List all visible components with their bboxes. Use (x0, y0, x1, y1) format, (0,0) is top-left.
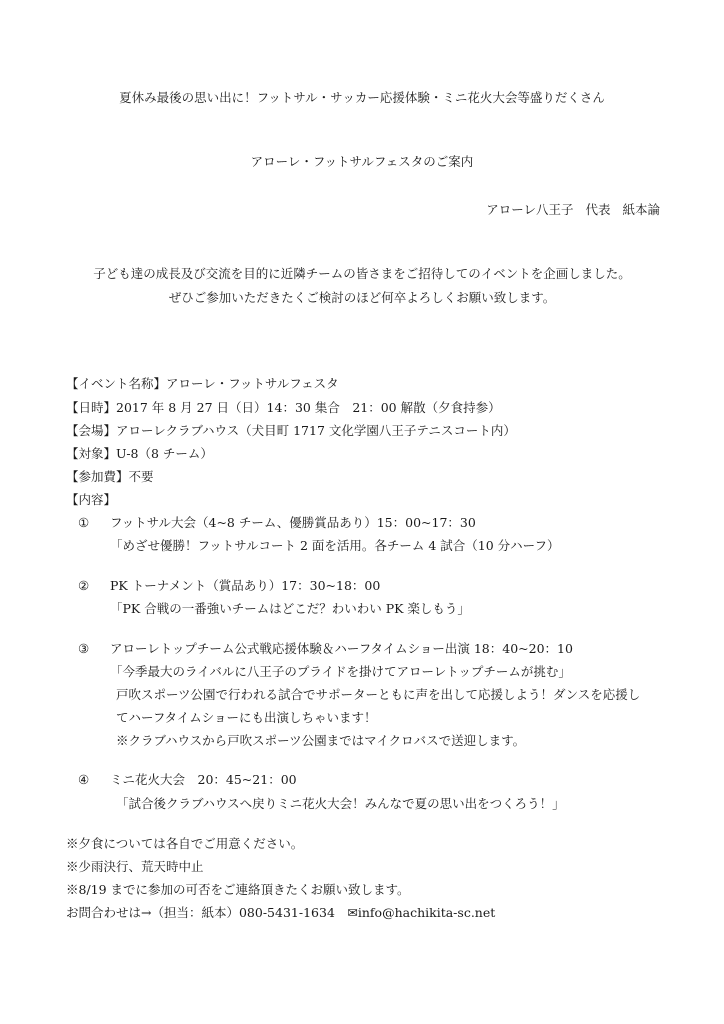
event-fee: 【参加費】不要 (66, 469, 154, 484)
note-weather: ※少雨決行、荒天時中止 (66, 859, 204, 874)
intro-line-1: 子ども達の成長及び交流を目的に近隣チームの皆さまをご招待してのイベントを企画しました。 (93, 266, 631, 281)
page-title: アローレ・フットサルフェスタのご案内 (250, 154, 474, 169)
event-target: 【対象】U-8（8 チーム） (66, 446, 213, 461)
item-description: 「PK 合戦の一番強いチームはどこだ？わいわい PK 楽しもう」 (110, 601, 470, 616)
item-title: ミニ花火大会 20：45~21：00 (110, 772, 297, 787)
program-item-4 (78, 772, 297, 788)
item-description: てハーフタイムショーにも出演しちゃいます！ (116, 710, 377, 725)
item-number: ② (78, 578, 90, 593)
note-rsvp: ※8/19 までに参加の可否をご連絡頂きたくお願い致します。 (66, 882, 410, 897)
content-heading: 【内容】 (66, 492, 117, 507)
organizer-signature (486, 202, 660, 218)
event-datetime: 【日時】2017 年 8 月 27 日（日）14：30 集合 21：00 解散（夕食持参） (66, 400, 501, 415)
item-number: ① (78, 515, 90, 530)
item-number: ③ (78, 641, 90, 656)
program-item-3 (78, 641, 573, 657)
item-note: ※クラブハウスから戸吹スポーツ公園まではマイクロバスで送迎します。 (116, 733, 526, 748)
note-dinner: ※夕食については各自でご用意ください。 (66, 836, 304, 851)
item-title: フットサル大会（4~8 チーム、優勝賞品あり）15：00~17：30 (110, 515, 476, 530)
item-description: 「試合後クラブハウスへ戻りミニ花火大会！みんなで夏の思い出をつくろう！」 (116, 796, 565, 811)
intro-line-2: ぜひご参加いただきたくご検討のほど何卒よろしくお願い致します。 (168, 290, 556, 305)
contact-info: お問合わせは→（担当：紙本）080-5431-1634 ✉info@hachikita-sc.net (66, 905, 496, 920)
event-venue: 【会場】アローレクラブハウス（犬目町 1717 文化学園八王子テニスコート内） (66, 423, 516, 438)
item-description: 「めざせ優勝！フットサルコート 2 面を活用。各チーム 4 試合（10 分ハーフ） (110, 538, 560, 553)
event-name: 【イベント名称】アローレ・フットサルフェスタ (66, 376, 339, 391)
item-number: ④ (78, 772, 90, 787)
organization-name: アローレ八王子 (486, 202, 574, 217)
representative-name: 紙本論 (622, 202, 660, 217)
program-item-1 (78, 515, 476, 531)
item-description: 戸吹スポーツ公園で行われる試合でサポーターともに声を出して応援しよう！ダンスを応援し (116, 687, 641, 702)
item-description: 「今季最大のライバルに八王子のプライドを掛けてアローレトップチームが挑む」 (110, 664, 571, 679)
representative-role: 代表 (585, 202, 611, 217)
program-item-2 (78, 578, 380, 594)
item-title: アローレトップチーム公式戦応援体験＆ハーフタイムショー出演 18：40~20：10 (110, 641, 573, 656)
headline: 夏休み最後の思い出に！フットサル・サッカー応援体験・ミニ花火大会等盛りだくさん (119, 90, 605, 105)
item-title: PK トーナメント（賞品あり）17：30~18：00 (110, 578, 381, 593)
